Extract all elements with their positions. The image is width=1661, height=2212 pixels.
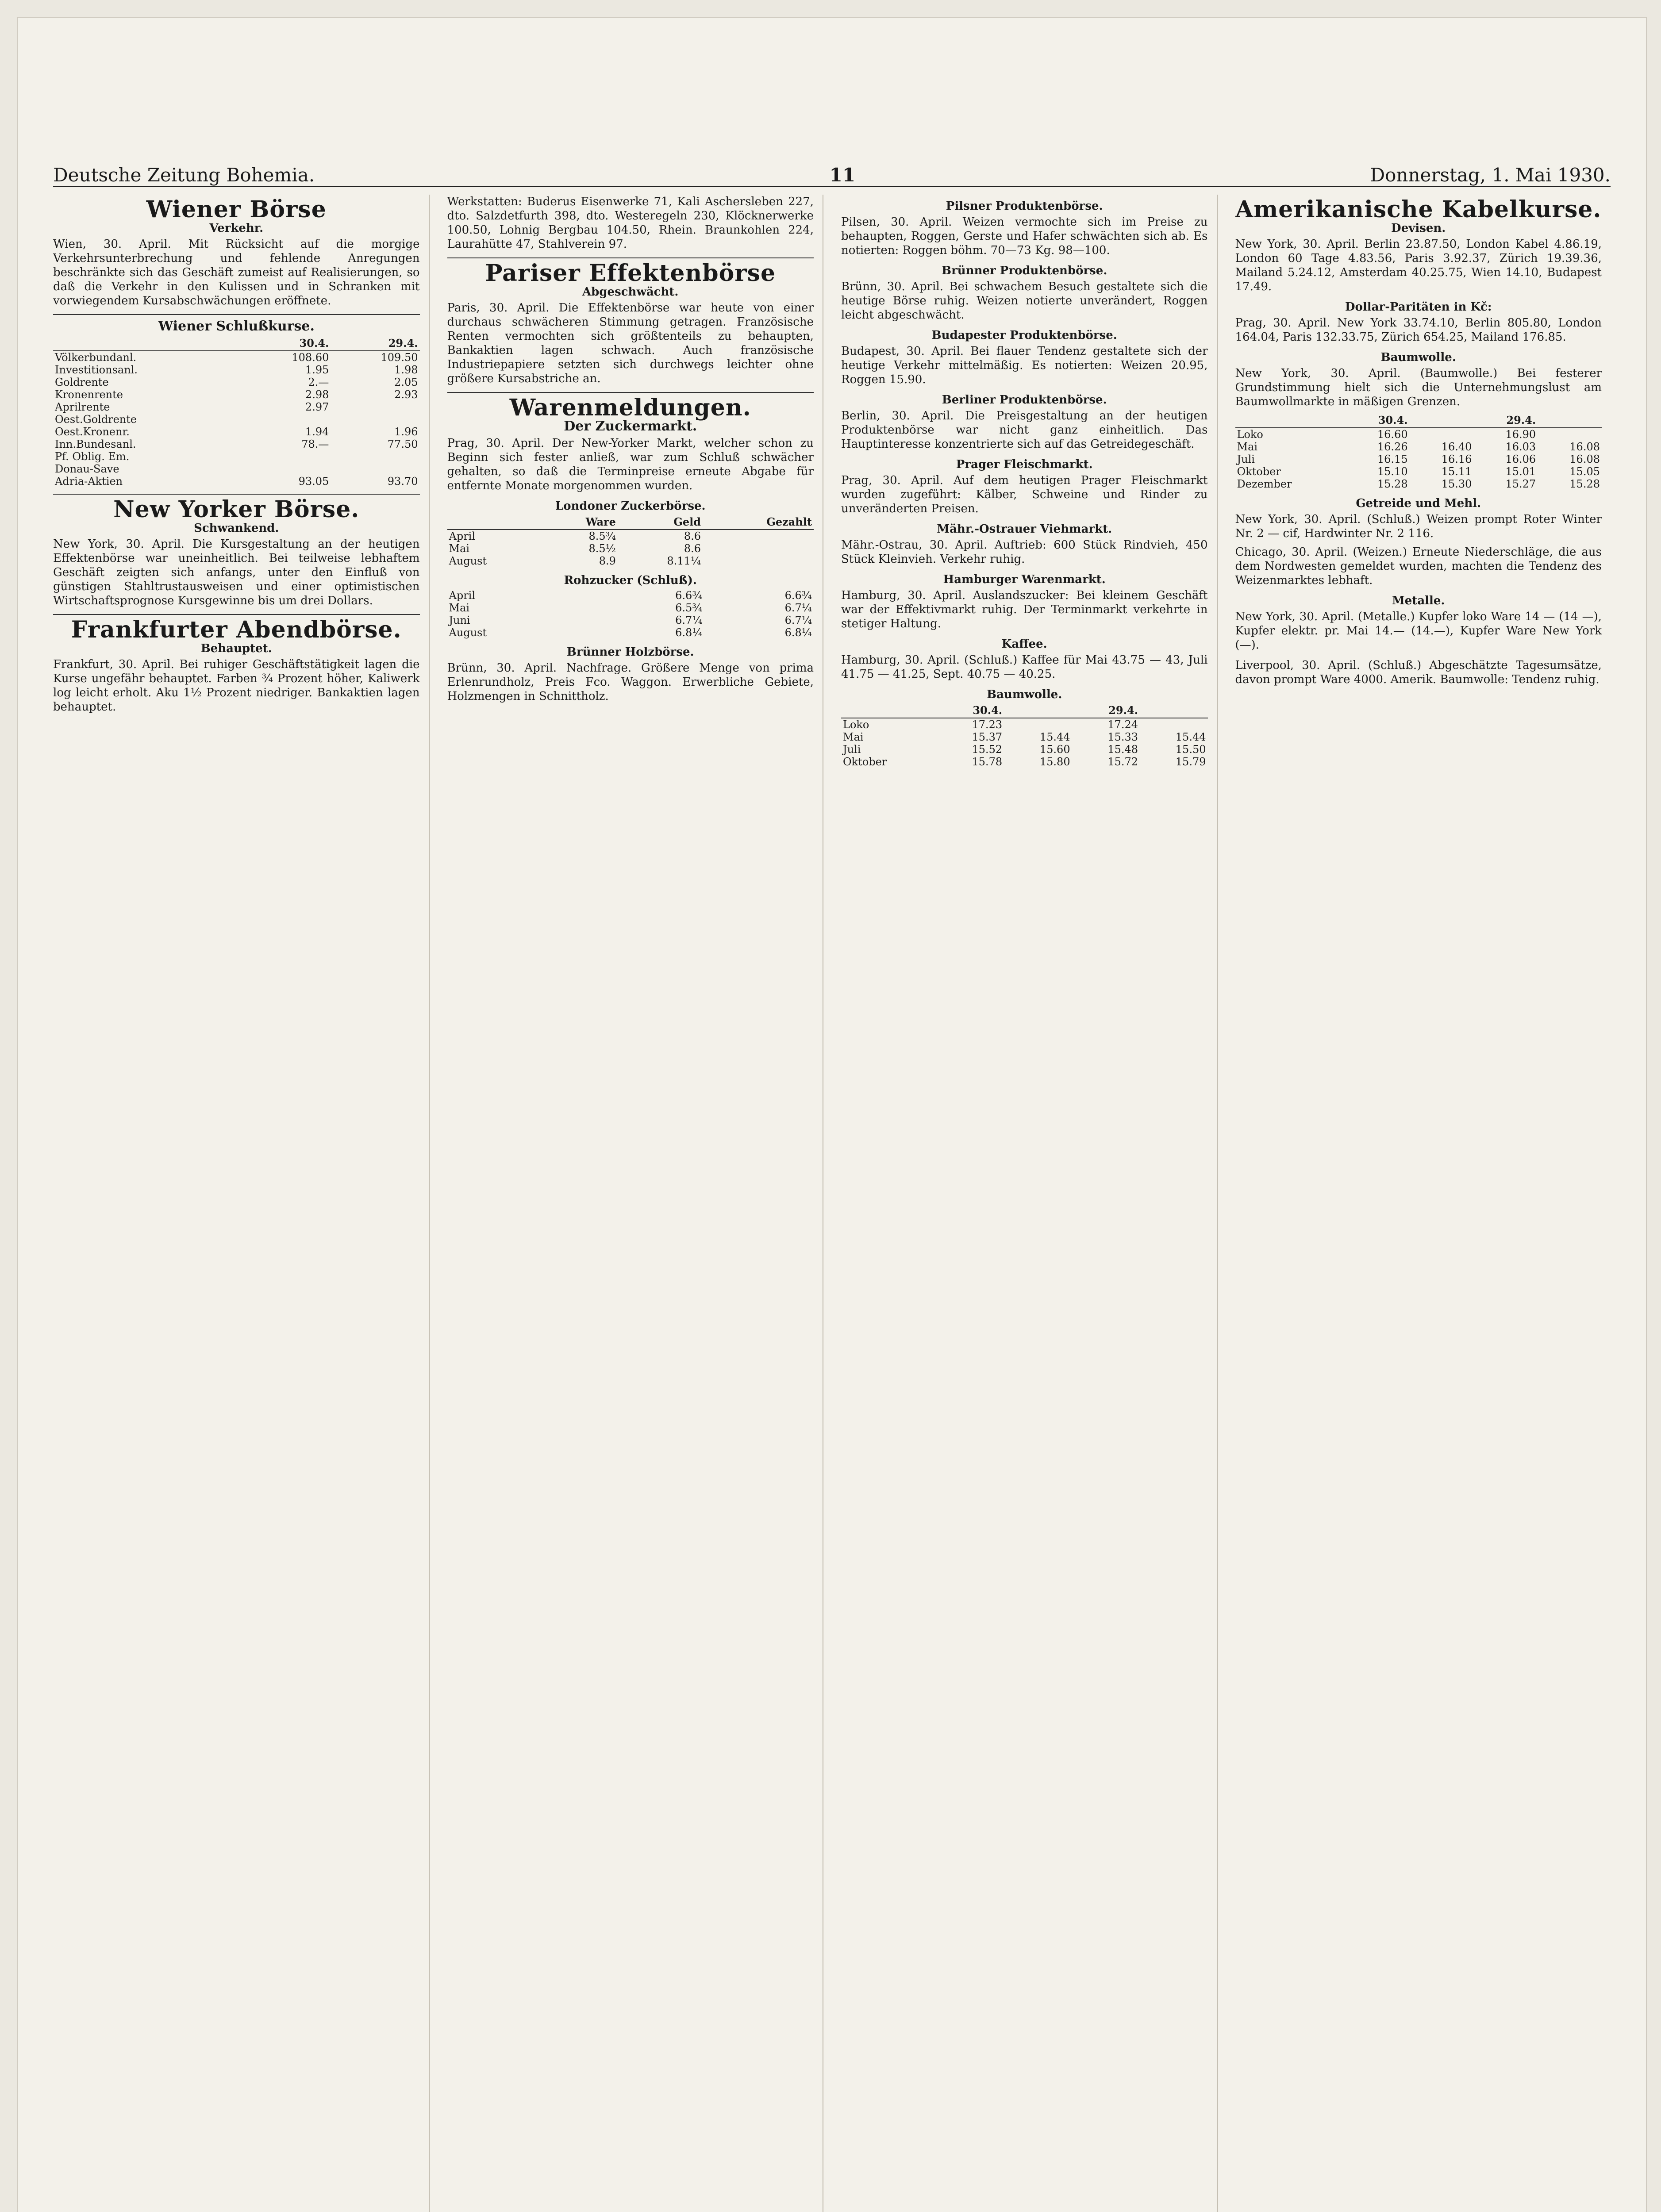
table-row: [53, 401, 420, 413]
cell: 16.08: [1569, 441, 1600, 453]
amerikanische-kabelkurse: [1235, 196, 1602, 294]
cell: 8.11¼: [667, 555, 701, 567]
wiener-boerse-sub: Verkehr.: [209, 222, 264, 235]
frankfurter-title: Frankfurter Abendbörse.: [71, 616, 402, 643]
masthead-date: Donnerstag, 1. Mai 1930.: [1370, 164, 1611, 186]
wiener-schlusskurse-table: [53, 336, 420, 488]
cell: August: [449, 555, 487, 567]
table-header: 29.4.: [1473, 413, 1538, 428]
table-row: [841, 756, 1208, 768]
budapester-text: Budapest, 30. April. Bei flauer Tendenz gestaltete sich der heutige Verkehr mittelmäßig. Es notierten: Weizen 20.95, Roggen 15.90.: [841, 345, 1208, 386]
cell: 1.98: [394, 364, 418, 376]
zuckermarkt: [447, 419, 814, 493]
table-row: [53, 475, 420, 488]
table-row: [53, 438, 420, 450]
cell: 15.72: [1107, 756, 1138, 768]
baumwolle-nyc-title: Baumwolle.: [1380, 351, 1456, 364]
mahr-text: Mähr.-Ostrau, 30. April. Auftrieb: 600 Stück Rindvieh, 450 Stück Kleinvieh. Verkehr ruhig.: [841, 538, 1208, 566]
mahr-ostrauer-viehmarkt: [841, 522, 1208, 566]
cell: [331, 463, 419, 475]
table-row: [1235, 441, 1602, 453]
cell: 6.6¾: [675, 589, 703, 602]
cell: [1538, 428, 1602, 441]
cell: 16.16: [1441, 453, 1472, 465]
cell: [1004, 718, 1072, 731]
new-yorker-boerse: [53, 496, 420, 608]
pilsner-text: Pilsen, 30. April. Weizen vermochte sich im Preise zu behaupten, Roggen, Gerste und Hafer schwächten sich ab. Es notierten: Roggen böhm. 70—73 Kg. 98—100.: [841, 215, 1208, 257]
cell: 15.52: [972, 743, 1003, 756]
baumwolle-nyc: [1235, 350, 1602, 490]
table-header: [447, 515, 541, 530]
cell: 8.5½: [588, 542, 616, 555]
cell: 1.96: [394, 426, 418, 438]
cell: 6.6¾: [784, 589, 812, 602]
cell: [242, 450, 331, 463]
table-header: 30.4.: [242, 336, 331, 351]
table-header: [1235, 413, 1346, 428]
rohzucker: [447, 573, 814, 639]
budapester-title: Budapester Produktenbörse.: [931, 329, 1117, 342]
metalle-title: Metalle.: [1392, 594, 1445, 607]
table-row: [1235, 478, 1602, 490]
cell: Pf. Oblig. Em.: [55, 450, 130, 463]
cell: 16.60: [1377, 428, 1408, 441]
metalle: [1235, 594, 1602, 652]
table-header: Gezahlt: [703, 515, 814, 530]
table-header: 29.4.: [331, 336, 419, 351]
cell: 16.40: [1441, 441, 1472, 453]
cell: 15.37: [972, 731, 1003, 743]
cell: 2.05: [394, 376, 418, 388]
rohzucker-title: Rohzucker (Schluß).: [564, 574, 697, 587]
cell: 2.93: [394, 388, 418, 401]
cell: 15.33: [1107, 731, 1138, 743]
cell: Loko: [843, 718, 869, 731]
kaffee-text: Hamburg, 30. April. (Schluß.) Kaffee für Mai 43.75 — 43, Juli 41.75 — 41.25, Sept. 40.75 — 40.25.: [841, 653, 1208, 681]
cell: 8.5¾: [588, 530, 616, 542]
cell: 2.98: [305, 388, 329, 401]
column-1: [53, 195, 430, 2212]
table-row: [841, 731, 1208, 743]
table-row: [53, 426, 420, 438]
cell: Dezember: [1237, 478, 1292, 490]
cell: 15.50: [1175, 743, 1206, 756]
cell: 15.78: [972, 756, 1003, 768]
brunner-text: Brünn, 30. April. Bei schwachem Besuch gestaltete sich die heutige Börse ruhig. Weizen notierte unverändert, Roggen leicht abgeschwächt.: [841, 280, 1208, 322]
cell: Adria-Aktien: [55, 475, 123, 488]
table-row: [53, 351, 420, 364]
cell: 15.05: [1569, 465, 1600, 478]
cell: Donau-Save: [55, 463, 119, 475]
baumwolle-bremen: [841, 687, 1208, 768]
kaffee-title: Kaffee.: [1001, 637, 1047, 651]
divider: [53, 314, 420, 315]
cell: 17.23: [972, 718, 1003, 731]
baumwolle-nyc-text: New York, 30. April. (Baumwolle.) Bei festerer Grundstimmung hielt sich die Unternehmungslust am Baumwollmarkte in mäßigen Grenzen.: [1235, 367, 1602, 408]
getreide-title: Getreide und Mehl.: [1356, 497, 1481, 510]
werkstatten-text: Werkstatten: Buderus Eisenwerke 71, Kali Aschersleben 227, dto. Salzdetfurth 398, dto. Westeregeln 230, Klöcknerwerke 100.50, Lohnig Bergbau 104.50, Rhein. Braunkohlen 224, Laurahütte 47, Stahlverein 97.: [447, 195, 814, 251]
liverpool-text: Liverpool, 30. April. (Schluß.) Abgeschätzte Tagesumsätze, davon prompt Ware 4000. Amerik. Baumwolle: Tendenz ruhig.: [1235, 659, 1602, 686]
table-header: Ware: [541, 515, 618, 530]
pariser-sub: Abgeschwächt.: [582, 285, 679, 299]
zuckermarkt-text: Prag, 30. April. Der New-Yorker Markt, welcher schon zu Beginn sich fester anließ, war zum Schluß schwächer gehalten, so daß die Terminpreise erneute Abgabe für entfernte Monate morgenommen wurden.: [447, 437, 814, 492]
cell: Goldrente: [55, 376, 109, 388]
cell: Mai: [1237, 441, 1258, 453]
cell: April: [449, 530, 476, 542]
cell: 6.7¼: [784, 602, 812, 614]
frankfurter-text: Frankfurt, 30. April. Bei ruhiger Geschäftstätigkeit lagen die Kurse ungefähr behauptet. Farben ¾ Prozent höher, Kaliwerk log leicht erholt. Aku 1½ Prozent niedriger. Bankaktien lagen behauptet.: [53, 658, 420, 714]
cell: 15.80: [1039, 756, 1070, 768]
cell: 16.06: [1505, 453, 1536, 465]
brunner-holz-title: Brünner Holzbörse.: [566, 645, 694, 659]
cell: 15.60: [1039, 743, 1070, 756]
prager-fleischmarkt: [841, 457, 1208, 516]
masthead: [53, 155, 1611, 187]
dollar-title: Dollar-Paritäten in Kč:: [1345, 300, 1492, 314]
baumwolle-title: Baumwolle.: [987, 688, 1062, 701]
prager-title: Prager Fleischmarkt.: [956, 458, 1093, 471]
cell: 6.7¼: [675, 614, 703, 626]
table-row: [53, 388, 420, 401]
baumwolle-table: [841, 703, 1208, 768]
pariser-effektenboerse: [447, 260, 814, 386]
baumwolle-nyc-table: [1235, 413, 1602, 490]
cell: 1.94: [305, 426, 329, 438]
table-header: Geld: [618, 515, 703, 530]
column-2: [447, 195, 824, 2212]
hamburger-warenmarkt: [841, 572, 1208, 631]
cell: 16.15: [1377, 453, 1408, 465]
amerikanische-title: Amerikanische Kabelkurse.: [1235, 196, 1602, 223]
cell: 15.28: [1377, 478, 1408, 490]
berliner-produktenboerse: [841, 393, 1208, 451]
masthead-page-number: 11: [829, 164, 856, 186]
cell: 8.6: [684, 530, 701, 542]
cell: 16.90: [1505, 428, 1536, 441]
brunner-holzboerse: [447, 645, 814, 703]
table-row: [841, 718, 1208, 731]
table-header: 30.4.: [1346, 413, 1410, 428]
table-header: [1410, 413, 1474, 428]
table-row: [53, 376, 420, 388]
cell: [242, 463, 331, 475]
cell: 77.50: [387, 438, 418, 450]
wiener-schlusskurse-title: Wiener Schlußkurse.: [158, 319, 315, 334]
pilsner-title: Pilsner Produktenbörse.: [946, 200, 1103, 213]
brunner-holz-text: Brünn, 30. April. Nachfrage. Größere Menge von prima Erlenrundholz, Preis Fco. Waggon. Erwerbliche Gebiete, Holzmengen in Schnittholz.: [447, 661, 814, 703]
metalle-text: New York, 30. April. (Metalle.) Kupfer loko Ware 14 — (14 —), Kupfer elektr. pr. Mai 14.— (14.—), Kupfer Ware New York (—).: [1235, 610, 1602, 652]
table-row: [53, 450, 420, 463]
cell: 109.50: [381, 351, 418, 364]
cell: Völkerbundanl.: [55, 351, 137, 364]
cell: April: [449, 589, 476, 602]
divider: [53, 614, 420, 615]
cell: 6.7¼: [784, 614, 812, 626]
budapester-produktenboerse: [841, 328, 1208, 387]
wiener-boerse-text: Wien, 30. April. Mit Rücksicht auf die morgige Verkehrsunterbrechung und fehlende Anregungen beschränkte sich das Geschäft zumeist auf Realisierungen, so daß die Verkehr in den Kulissen und in Schranken mit vorwiegendem Kursabschwächungen eröffnete.: [53, 238, 420, 307]
prager-text: Prag, 30. April. Auf dem heutigen Prager Fleischmarkt wurden zugeführt: Kälber, Schweine und Rinder zu unveränderten Preisen.: [841, 474, 1208, 515]
table-row: [447, 555, 814, 567]
table-header: [841, 703, 936, 718]
table-row: [1235, 428, 1602, 441]
wiener-schlusskurse: [53, 319, 420, 488]
table-row: [841, 743, 1208, 756]
cell: Investitionsanl.: [55, 364, 138, 376]
cell: [331, 401, 419, 413]
new-yorker-boerse-title: New Yorker Börse.: [113, 496, 360, 523]
table-row: [53, 364, 420, 376]
werkstatten: [447, 195, 814, 251]
cell: 15.44: [1175, 731, 1206, 743]
cell: 2.—: [308, 376, 329, 388]
column-3: [841, 195, 1218, 2212]
mahr-title: Mähr.-Ostrauer Viehmarkt.: [937, 522, 1112, 536]
cell: 16.26: [1377, 441, 1408, 453]
dollar-text: Prag, 30. April. New York 33.74.10, Berlin 805.80, London 164.04, Paris 132.33.75, Zürich 654.25, Mailand 176.85.: [1235, 316, 1602, 344]
cell: 15.44: [1039, 731, 1070, 743]
brunner-produktenboerse: [841, 264, 1208, 322]
getreide-text: New York, 30. April. (Schluß.) Weizen prompt Roter Winter Nr. 2 — cif, Hardwinter Nr. 2 116.: [1235, 513, 1602, 540]
getreide-und-mehl: [1235, 496, 1602, 588]
divider: [447, 392, 814, 393]
cell: Juli: [843, 743, 861, 756]
cell: 15.79: [1175, 756, 1206, 768]
cell: Oest.Goldrente: [55, 413, 137, 426]
table-row: [53, 413, 420, 426]
pilsner-produktenboerse: [841, 199, 1208, 257]
liverpool: [1235, 658, 1602, 687]
table-header: [1538, 413, 1602, 428]
rohzucker-table: [447, 589, 814, 639]
cell: August: [449, 626, 487, 639]
table-row: [447, 626, 814, 639]
cell: Inn.Bundesanl.: [55, 438, 136, 450]
wiener-boerse-title: Wiener Börse: [146, 196, 327, 223]
cell: 93.05: [298, 475, 329, 488]
divider: [53, 494, 420, 495]
zuckermarkt-title: Der Zuckermarkt.: [564, 419, 697, 434]
cell: [703, 530, 814, 542]
berliner-text: Berlin, 30. April. Die Preisgestaltung an der heutigen Produktenbörse war nicht ganz einheitlich. Das Hauptinteresse konzentrierte sich auf das Getreidegeschäft.: [841, 409, 1208, 451]
newspaper-page: [18, 18, 1646, 2212]
cell: 8.9: [599, 555, 616, 567]
cell: 15.11: [1441, 465, 1472, 478]
table-header: 29.4.: [1072, 703, 1140, 718]
table-row: [447, 602, 814, 614]
cell: Juni: [449, 614, 470, 626]
cell: [1410, 428, 1474, 441]
cell: Oktober: [1237, 465, 1281, 478]
column-4: [1235, 195, 1611, 2212]
cell: [242, 413, 331, 426]
cell: 93.70: [387, 475, 418, 488]
table-header: [1140, 703, 1207, 718]
hamburger-title: Hamburger Warenmarkt.: [943, 573, 1106, 586]
brunner-title: Brünner Produktenbörse.: [942, 264, 1107, 277]
table-header: [1004, 703, 1072, 718]
cell: 17.24: [1107, 718, 1138, 731]
table-header: 30.4.: [936, 703, 1004, 718]
kaffee: [841, 637, 1208, 681]
cell: 78.—: [301, 438, 329, 450]
table-row: [447, 614, 814, 626]
cell: 16.08: [1569, 453, 1600, 465]
table-row: [53, 463, 420, 475]
cell: 8.6: [684, 542, 701, 555]
cell: 15.48: [1107, 743, 1138, 756]
cell: 2.97: [305, 401, 329, 413]
table-row: [1235, 465, 1602, 478]
cell: Mai: [843, 731, 864, 743]
cell: [1140, 718, 1207, 731]
cell: Mai: [449, 602, 470, 614]
new-yorker-boerse-text: New York, 30. April. Die Kursgestaltung an der heutigen Effektenbörse war uneinheitlich. Bei teilweise lebhaftem Geschäft zeigten sich anfangs, unter den Einfluß von günstigen Stahltrustausweisen und einer optimistischen Wirtschaftsprognose Kursgewinne bis um drei Dollars.: [53, 538, 420, 607]
dollar-paritaeten: [1235, 300, 1602, 344]
cell: [703, 542, 814, 555]
wiener-boerse: [53, 196, 420, 308]
pariser-text: Paris, 30. April. Die Effektenbörse war heute von einer durchaus schwächeren Stimmung getragen. Französische Renten vermochten sich größtenteils zu behaupten, Bankaktien lagen schwach. Auch französische Industriepapiere setzten sich durchwegs leichter ohne größere Kursabstriche an.: [447, 301, 814, 385]
cell: 15.10: [1377, 465, 1408, 478]
table-row: [447, 589, 814, 602]
divider: [447, 257, 814, 258]
cell: 108.60: [292, 351, 329, 364]
cell: 15.01: [1505, 465, 1536, 478]
londoner-table: [447, 515, 814, 567]
columns: [53, 195, 1611, 2212]
cell: 15.30: [1441, 478, 1472, 490]
amerikanische-text: New York, 30. April. Berlin 23.87.50, London Kabel 4.86.19, London 60 Tage 4.83.56, Paris 3.92.37, Zürich 19.39.36, Mailand 5.24.12, Amsterdam 40.25.75, Wien 14.10, Budapest 17.49.: [1235, 238, 1602, 293]
cell: [703, 555, 814, 567]
cell: Juli: [1237, 453, 1255, 465]
masthead-paper-name: Deutsche Zeitung Bohemia.: [53, 164, 315, 186]
cell: 6.8¼: [784, 626, 812, 639]
cell: 15.28: [1569, 478, 1600, 490]
cell: 6.8¼: [675, 626, 703, 639]
cell: 16.03: [1505, 441, 1536, 453]
cell: Oest.Kronenr.: [55, 426, 130, 438]
londoner-zuckerboerse: [447, 499, 814, 567]
cell: Oktober: [843, 756, 887, 768]
cell: Loko: [1237, 428, 1263, 441]
berliner-title: Berliner Produktenbörse.: [942, 393, 1107, 407]
table-header: [53, 336, 242, 351]
cell: [331, 413, 419, 426]
table-row: [1235, 453, 1602, 465]
cell: 6.5¾: [675, 602, 703, 614]
cell: Aprilrente: [55, 401, 110, 413]
frankfurter-abendboerse: [53, 616, 420, 714]
londoner-title: Londoner Zuckerbörse.: [555, 499, 706, 513]
getreide-text-2: Chicago, 30. April. (Weizen.) Erneute Niederschläge, die aus dem Nordwesten gemeldet wurden, machten die Tendenz des Weizenmarktes lebhaft.: [1235, 545, 1602, 587]
table-row: [447, 530, 814, 542]
frankfurter-sub: Behauptet.: [200, 642, 272, 655]
cell: 15.27: [1505, 478, 1536, 490]
cell: Kronenrente: [55, 388, 123, 401]
cell: Mai: [449, 542, 470, 555]
table-row: [447, 542, 814, 555]
hamburger-text: Hamburg, 30. April. Auslandszucker: Bei kleinem Geschäft war der Effektivmarkt ruhig. Der Terminmarkt verkehrte in stetiger Haltung.: [841, 589, 1208, 630]
cell: 1.95: [305, 364, 329, 376]
new-yorker-boerse-sub: Schwankend.: [194, 522, 279, 535]
pariser-title: Pariser Effektenbörse: [485, 260, 776, 287]
devisen-sub: Devisen.: [1391, 222, 1446, 235]
cell: [331, 450, 419, 463]
warenmeldungen-title: Warenmeldungen.: [509, 394, 751, 421]
